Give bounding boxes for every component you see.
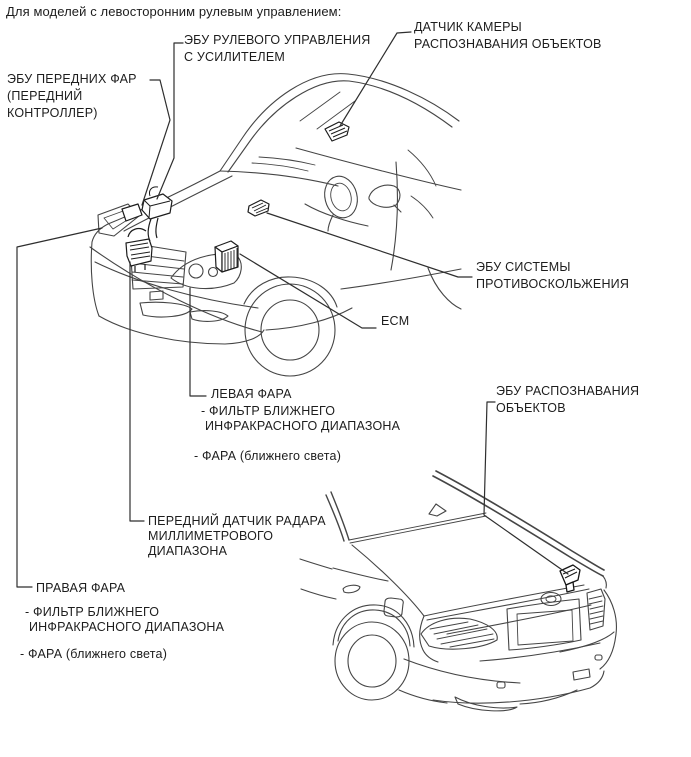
label-camera-sensor: ДАТЧИК КАМЕРЫ РАСПОЗНАВАНИЯ ОБЪЕКТОВ (414, 20, 602, 51)
leader-skid-control-ecu (267, 213, 472, 277)
label-left-headlight-lamp: - ФАРА (ближнего света) (194, 449, 342, 463)
object-recognition-ecu-component (560, 565, 580, 592)
label-front-radar-sensor: ПЕРЕДНИЙ ДАТЧИК РАДАРА МИЛЛИМЕТРОВОГО ДИАПАЗОНА (148, 514, 326, 558)
label-skid-control-ecu: ЭБУ СИСТЕМЫ ПРОТИВОСКОЛЬЖЕНИЯ (476, 260, 630, 291)
label-right-headlight-title: ПРАВАЯ ФАРА (36, 581, 126, 595)
label-left-headlight-filter: - ФИЛЬТР БЛИЖНЕГО ИНФРАКРАСНОГО ДИАПАЗОНА (201, 404, 401, 433)
ecm-component (215, 241, 238, 272)
diagram-note: Для моделей с левосторонним рулевым управлением: (6, 4, 342, 19)
label-power-steering-ecu: ЭБУ РУЛЕВОГО УПРАВЛЕНИЯ С УСИЛИТЕЛЕМ (184, 33, 371, 64)
leader-front-headlight-ecu (142, 80, 170, 205)
front-headlight-ecu-component (122, 204, 142, 221)
label-left-headlight-title: ЛЕВАЯ ФАРА (211, 387, 292, 401)
leader-right-headlight (17, 228, 102, 587)
power-steering-ecu-component (142, 187, 172, 241)
label-right-headlight-lamp: - ФАРА (ближнего света) (20, 647, 168, 661)
label-right-headlight-filter: - ФИЛЬТР БЛИЖНЕГО ИНФРАКРАСНОГО ДИАПАЗОНА (25, 605, 225, 634)
leader-ecm (240, 254, 376, 328)
label-ecm: ECM (381, 314, 410, 328)
leader-front-radar-sensor (130, 262, 144, 521)
camera-sensor-component (325, 122, 349, 141)
label-object-recognition-ecu: ЭБУ РАСПОЗНАВАНИЯ ОБЪЕКТОВ (496, 384, 640, 415)
front-car-illustration (90, 74, 461, 376)
skid-control-ecu-component (248, 200, 269, 216)
label-front-headlight-ecu: ЭБУ ПЕРЕДНИХ ФАР (ПЕРЕДНИЙ КОНТРОЛЛЕР) (7, 72, 137, 120)
